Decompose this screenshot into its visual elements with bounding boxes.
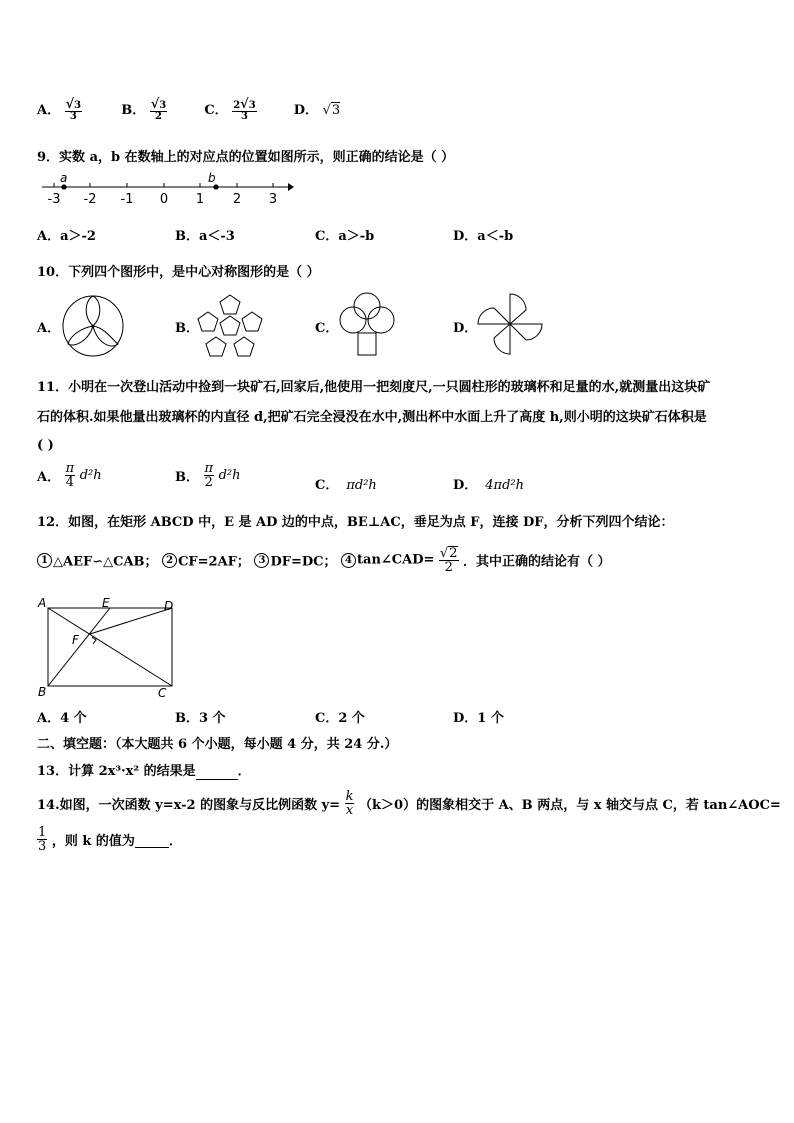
number-line-arrow [288,183,294,191]
q10-figure-b [196,292,264,358]
q8-option-c-fraction: $\frac{2√3}{3}$ [233,97,256,122]
q8-option-c: C． $\frac{2√3}{3}$ [204,97,256,122]
tick-label: -2 [83,192,97,207]
q14-k-over-x-fraction: $\frac{k}{x}$ [345,789,354,818]
circle-number-3: 3 [254,553,269,568]
point-a-dot [61,184,66,189]
q10-option-a-label: A． [37,321,61,336]
q8-option-b: B． $\frac{√3}{2}$ [121,97,167,122]
vertex-label-a: A [38,596,47,610]
vertex-label-f: F [72,633,79,647]
tick-label: 3 [268,192,278,207]
tick-label: -1 [120,192,134,207]
q9-option-c: C．a＞-b [315,229,375,244]
segment-be [48,608,110,686]
vertex-label-d: D [164,599,174,613]
q10-figure-d [476,292,544,356]
tick-label: 2 [232,192,242,207]
q12-rectangle-figure [36,596,186,700]
q12-option-c: C．2 个 [315,711,365,726]
q11-option-c: C． πd²h [315,478,377,493]
circle-number-2: 2 [162,553,177,568]
q8-options [37,98,340,122]
q12-conclusions: 1 △AEF∽△CAB； 2 CF=2AF； 3 DF=DC； 4 tan∠CAD= $\frac{√2}{2}$ ．其中正确的结论有（ ） [37,546,611,574]
tick-label: -3 [47,192,61,207]
q8-option-b-fraction: $\frac{√3}{2}$ [150,97,167,122]
q11-stem-line1: 11．小明在一次登山活动中捡到一块矿石,回家后,他使用一把刻度尺,一只圆柱形的玻璃杯和足量的水,就测量出这块矿 [37,380,711,395]
q14-stem-line2: $\frac{1}{3}$ ，则 k 的值为 ． [38,825,182,854]
q10-option-d-label: D． [453,321,478,336]
q10-option-c-label: C． [315,321,339,336]
q11-option-b: B． $\frac{\pi}{2}$ d²h [175,461,241,490]
diagonal-ac [48,608,172,686]
q8-option-d: D． √3 [293,102,341,118]
q11-stem-line2: 石的体积.如果他量出玻璃杯的内直径 d,把矿石完全浸没在水中,测出杯中水面上升了高度 h,则小明的这块矿石体积是 [37,410,707,425]
q12-option-a: A．4 个 [37,711,87,726]
circle-number-4: 4 [341,553,356,568]
q11-option-a-fraction: $\frac{\pi}{4}$ [65,461,75,490]
q13-answer-blank[interactable] [196,764,238,780]
q14-one-third-fraction: $\frac{1}{3}$ [38,825,47,854]
q12-stem: 12．如图，在矩形 ABCD 中，E 是 AD 边的中点，BE⊥AC，垂足为点 F，连接 DF，分析下列四个结论： [37,515,674,530]
q13-stem: 13．计算 2x³·x² 的结果是 ． [37,764,251,779]
q11-option-b-fraction: $\frac{\pi}{2}$ [204,461,214,490]
q10-figure-a [61,294,125,358]
q8-option-a: A． $\frac{√3}{3}$ [37,97,82,122]
point-b-label: b [208,171,216,185]
q11-option-d: D． 4πd²h [453,478,525,493]
q12-tan-fraction: $\frac{√2}{2}$ [439,546,458,575]
q12-option-b: B．3 个 [175,711,226,726]
q11-stem-line3: ( ) [37,438,54,453]
q9-option-d: D．a＜-b [453,229,514,244]
section-heading-fill-in: 二、填空题：（本大题共 6 个小题，每小题 4 分，共 24 分.） [37,737,398,752]
q11-option-a: A． $\frac{\pi}{4}$ d²h [37,461,102,490]
vertex-label-c: C [158,686,167,700]
point-a-label: a [60,171,68,185]
vertex-label-e: E [102,596,110,610]
q9-option-a: A．a＞-2 [37,229,96,244]
vertex-label-b: B [38,685,47,699]
tick-label: 1 [195,192,205,207]
q12-option-d: D．1 个 [453,711,504,726]
tick-label: 0 [159,192,169,207]
q10-stem: 10．下列四个图形中，是中心对称图形的是（ ） [37,265,320,280]
segment-df [90,608,172,634]
q14-stem-line1: 14.如图，一次函数 y=x-2 的图象与反比例函数 y= $\frac{k}{x}$ （k＞0）的图象相交于 A、B 两点，与 x 轴交与点 C，若 tan∠AOC= [37,789,781,818]
q8-option-a-fraction: $\frac{√3}{3}$ [65,97,82,122]
q14-answer-blank[interactable] [135,832,169,848]
circle-number-1: 1 [37,553,52,568]
q9-option-b: B．a＜-3 [175,229,235,244]
q10-figure-c [336,290,398,358]
q9-number-line [38,170,298,210]
q9-stem: 9．实数 a，b 在数轴上的对应点的位置如图所示，则正确的结论是（ ） [37,150,455,165]
point-b-dot [213,184,218,189]
q10-option-b-label: B． [175,321,199,336]
